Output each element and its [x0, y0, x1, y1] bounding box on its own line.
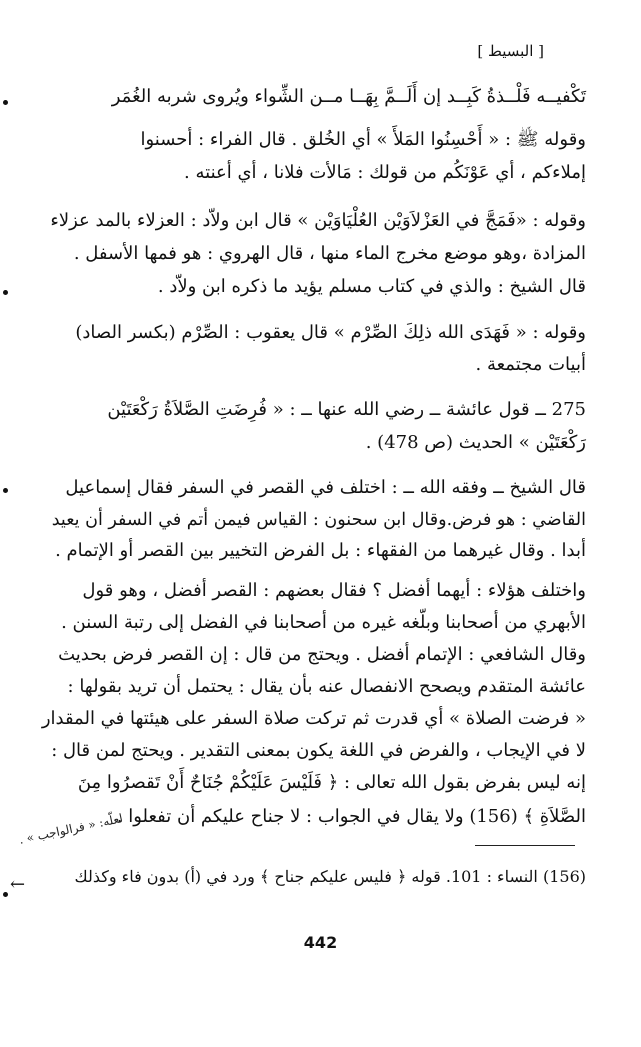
text-line-1: وقوله ﷺ : « أَحْسِنُوا المَلأَ » أي الخُلق . قال الفراء : أحسنوا: [140, 129, 586, 150]
text-line-20: الصَّلاَةِ ﴾ (156) ولا يقال في الجواب : لا جناح عليكم أن تفعلوا .: [116, 806, 586, 827]
text-line-16: عائشة المتقدم ويصحح الانفصال عنه بأن يقال : يحتمل أن تريد بقولها :: [67, 676, 586, 697]
text-line-9: رَكْعَتَيْن » الحديث (ص 478) .: [365, 432, 586, 453]
page-number: 442: [303, 933, 338, 952]
text-line-13: واختلف هؤلاء : أيهما أفضل ؟ فقال بعضهم : القصر أفضل ، وهو قول: [82, 580, 586, 601]
scan-mark: [3, 488, 8, 493]
text-line-12: أبدا . وقال غيرهما من الفقهاء : بل الفرض التخيير بين القصر أو الإتمام .: [55, 540, 586, 561]
text-line-3: وقوله : «فَمَجَّ في العَزْلاَوَيْن العُلْيَاوَيْن » قال ابن ولاّد : العزلاء بالمد عزلاء: [50, 210, 586, 231]
meter-label: [ البسيط ]: [477, 42, 544, 60]
poem-verse: تَكْفيــه فَلْــذةُ كَبِــد إن أَلَــمَّ بِهَــا مــن الشِّواء ويُروى شربه الغُمَر: [111, 86, 586, 107]
text-line-7: أبيات مجتمعة .: [475, 354, 586, 375]
text-line-6: وقوله : « فَهَدَى الله ذلِكَ الصِّرْم » قال يعقوب : الصِّرْم (بكسر الصاد): [75, 322, 586, 343]
text-line-18: لا في الإيجاب ، والفرض في اللغة يكون بمعنى التقدير . ويحتج لمن قال :: [51, 740, 586, 761]
text-line-11: القاضي : هو فرض.وقال ابن سحنون : القياس فيمن أتم في السفر أن يعيد: [51, 510, 586, 530]
scan-mark: [3, 290, 8, 295]
text-line-8: 275 ــ قول عائشة ــ رضي الله عنها ــ : « فُرِضَتِ الصَّلاَةُ رَكْعَتَيْن: [107, 399, 586, 420]
text-line-17: « فرضت الصلاة » أي قدرت ثم تركت صلاة السفر على هيئتها في المقدار: [41, 708, 586, 729]
text-line-2: إملاءكم ، أي عَوْنَكُم من قولك : مَالأت فلانا ، أي أعنته .: [184, 162, 586, 183]
text-line-5: قال الشيخ : والذي في كتاب مسلم يؤيد ما ذكره ابن ولاّد .: [157, 276, 586, 297]
text-line-15: وقال الشافعي : الإتمام أفضل . ويحتج من قال : إن القصر فرض بحديث: [58, 644, 586, 665]
footnote-divider: [475, 845, 575, 846]
text-line-4: المزادة ،وهو موضع مخرج الماء منها ، قال الهروي : هو فمها الأسفل .: [73, 243, 586, 264]
text-line-19: إنه ليس بفرض بقول الله تعالى : ﴿ فَلَيْسَ عَلَيْكُمْ جُنَاحٌ أَنْ تَقصرُوا مِنَ: [77, 772, 586, 793]
footnote: (156) النساء : 101. قوله ﴿ فليس عليكم جناح ﴾ ورد في (أ) بدون فاء وكذلك: [74, 867, 586, 886]
arrow-icon: ←: [10, 874, 26, 895]
scan-mark: [3, 100, 8, 105]
scan-mark: [3, 892, 8, 897]
text-line-14: الأبهري من أصحابنا وبلّغه غيره من أصحابنا في الفضل إلى رتبة السنن .: [61, 612, 586, 633]
handwritten-margin-note: لعلّه: « فرالواجب » .: [17, 811, 125, 847]
text-line-10: قال الشيخ ــ وفقه الله ــ : اختلف في القصر في السفر فقال إسماعيل: [65, 477, 586, 498]
